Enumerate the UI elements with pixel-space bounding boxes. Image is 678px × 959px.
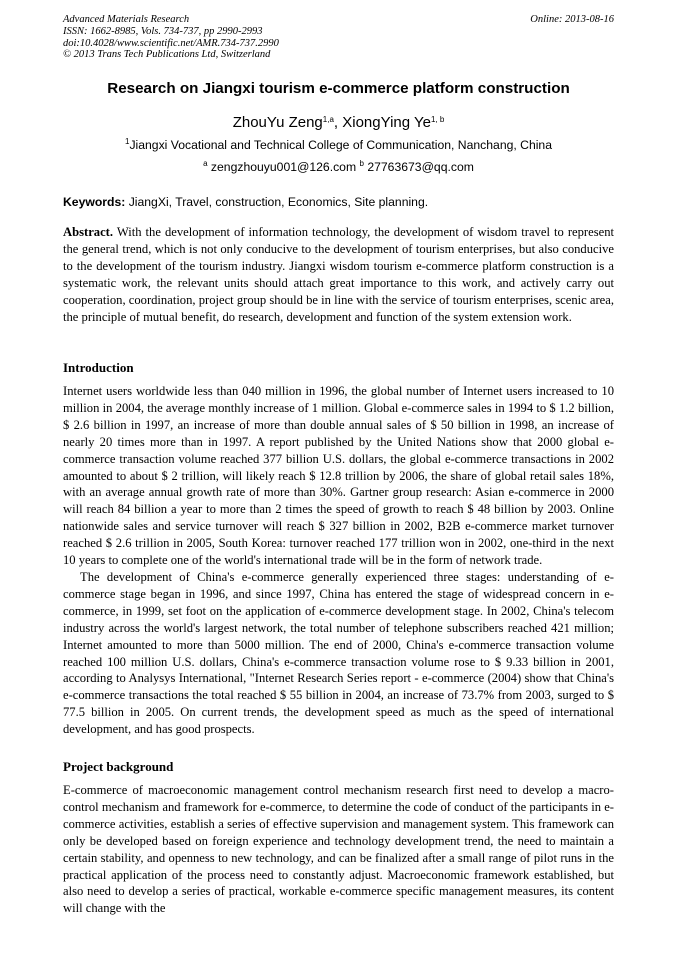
journal-name: Advanced Materials Research — [63, 14, 190, 25]
affiliation — [63, 138, 614, 152]
project-background-body — [63, 782, 614, 917]
introduction-body — [63, 383, 614, 738]
author-line — [63, 114, 614, 131]
introduction-heading: Introduction — [63, 360, 134, 375]
author-2-sup: 1, b — [430, 115, 445, 124]
author-separator: , — [333, 114, 343, 131]
paper-title: Research on Jiangxi tourism e-commerce platform construction — [107, 80, 570, 97]
affiliation-sup: 1 — [125, 137, 130, 146]
online-date: Online: 2013-08-16 — [530, 14, 614, 25]
email-b-sup: b — [359, 159, 364, 168]
author-1: ZhouYu Zeng — [232, 114, 323, 131]
copyright-line: © 2013 Trans Tech Publications Ltd, Switzerland — [63, 49, 271, 61]
introduction-paragraph-1: Internet users worldwide less than 040 million in 1996, the global number of Internet users increased to 10 million in 2004, the average monthly increase of 1 million. Global e-commerce sales in 1994 to $ 1.2 billion, $ 2.6 billion in 1997, an increase of more than double annual sales of $ 50 billion in 1998, an increase of nearly 20 times more than in 1997. A report published by the United Nations show that 2000 global e-commerce transaction volume reached 377 billion U.S. dollars, the global e-commerce transactions in 2002 amounted to about $ 2 trillion, will likely reach $ 12.8 trillion by 2006, the share of global retail sales 18%, with an average annual growth rate of more than 30%. Gartner group research: Asian e-commerce in 2000 will reach 84 billion a year to more than 2 times the speed of growth to reach $ 48 billion by 2003. Online nationwide sales and service turnover will reach $ 327 billion in 2002, B2B e-commerce market turnover reached $ 2.6 trillion in 2005, South Korea: turnover reached 177 trillion won in 2002, one-third in the next 10 years to complete one of the world's international trade will be in the form of network trade. — [63, 384, 614, 568]
email-a: zengzhouyu001@126.com — [207, 160, 360, 174]
abstract-text: With the development of information technology, the development of wisdom travel to represent the general trend, which is not only conducive to the development of tourism enterprises, but also conducive to the development of the tourism industry. Jiangxi wisdom tourism e-commerce platform construction is a systematic work, the relevant units should attach great importance to this work, and actively carry out cooperation, coordination, project group should be in line with the service of tourism enterprises, scenic area, the principle of mutual benefit, do research, development and function of the system extension work. — [63, 225, 614, 324]
issn-line: ISSN: 1662-8985, Vols. 734-737, pp 2990-2993 — [63, 25, 263, 37]
abstract — [63, 224, 614, 325]
email-line — [63, 160, 614, 174]
project-background-paragraph-1: E-commerce of macroeconomic management control mechanism research first need to develop a macro-control mechanism and framework for e-commerce, to determine the code of conduct of the participants in e-commerce activities, establish a series of effective supervision and management system. This framework can only be developed based on foreign experience and technology development trend, the need to maintain a certain stability, and openness to new technology, and can be finalized after a small range of pilot runs in the practical application of the process need to constantly adjust. Macroeconomic framework established, but also need to develop a series of practical, workable e-commerce specific management measures, its content will change with the — [63, 783, 614, 916]
journal-header — [63, 14, 614, 61]
email-a-sup: a — [203, 159, 208, 168]
introduction-paragraph-2: The development of China's e-commerce generally experienced three stages: understanding of e-commerce stage began in 1996, and since 1997, China has entered the stage of widespread concern in e-commerce, in 1999, set foot on the application of e-commerce development stage. In 2002, China's telecom industry across the world's largest network, the total number of telephone subscribers reached 421 million; Internet amounted to more than 5000 million. The end of 2000, China's e-commerce transaction volume reached 100 million U.S. dollars, China's e-commerce transaction volume rose to $ 9.33 billion in 2001, according to Analysys International, "Internet Research Series report - e-commerce (2004) show that China's e-commerce transactions the total reached $ 55 billion in 2004, an increase of 73.7% from 2003, surged to $ 77.5 billion in 2005. On current trends, the development speed as much as the speed of international development, and has good prospects. — [63, 569, 614, 737]
author-1-sup: 1,a — [322, 115, 334, 124]
keywords — [63, 195, 614, 209]
abstract-label: Abstract. — [63, 225, 114, 239]
doi-line: doi:10.4028/www.scientific.net/AMR.734-737.2990 — [63, 37, 279, 49]
keywords-text: JiangXi, Travel, construction, Economics, Site planning. — [125, 195, 429, 209]
keywords-label: Keywords: — [63, 195, 126, 209]
project-background-heading: Project background — [63, 759, 174, 774]
author-2: XiongYing Ye — [342, 114, 431, 131]
email-b: 27763673@qq.com — [363, 160, 474, 174]
affiliation-text: Jiangxi Vocational and Technical College of Communication, Nanchang, China — [129, 138, 552, 152]
